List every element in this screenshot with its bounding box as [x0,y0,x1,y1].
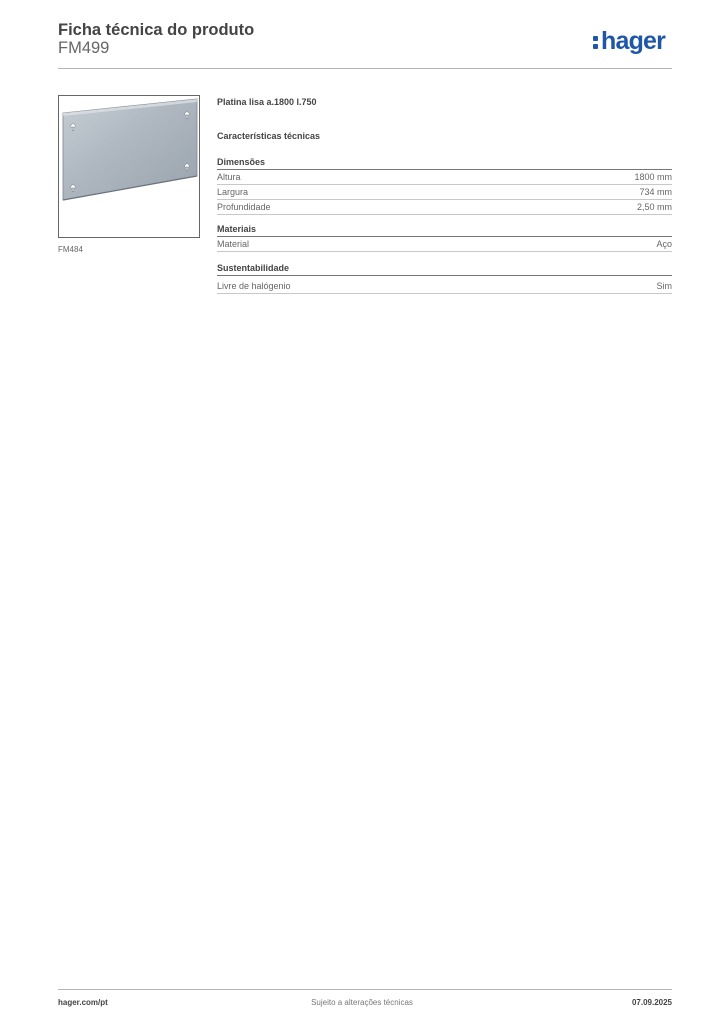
spec-label: Largura [217,187,249,197]
document-title: Ficha técnica do produto [58,21,255,39]
section-title: Sustentabilidade [217,262,672,276]
spec-label: Material [217,239,250,249]
footer-divider [58,989,672,990]
section-dimensions [217,156,672,215]
image-caption: FM484 [58,245,83,254]
spec-row-depth [217,200,672,215]
spec-value: Aço [656,239,672,249]
footer-date: 07.09.2025 [631,998,672,1007]
spec-value: 2,50 mm [636,202,672,212]
spec-value: 1800 mm [634,172,672,182]
spec-value: 734 mm [639,187,672,197]
header-divider [58,68,672,69]
logo-mark-icon [593,31,599,51]
hager-logo [593,27,665,55]
footer-website-link[interactable]: hager.com/pt [58,998,108,1007]
section-title: Materiais [217,223,672,237]
logo-wordmark: hager [601,26,666,55]
product-image-frame [58,95,200,238]
footer-notice: Sujeito a alterações técnicas [311,998,413,1007]
section-sustainability [217,262,672,294]
section-materials [217,223,672,252]
spec-row-width [217,185,672,200]
product-name: Platina lisa a.1800 l.750 [217,97,317,107]
product-code: FM499 [58,39,110,57]
spec-row-halogen-free [217,279,672,294]
spec-value: Sim [656,281,672,291]
spec-row-height [217,170,672,185]
spec-label: Altura [217,172,241,182]
spec-label: Livre de halógenio [217,281,291,291]
section-title: Dimensões [217,156,672,170]
mounting-plate-image [59,96,199,237]
spec-row-material [217,237,672,252]
spec-label: Profundidade [217,202,271,212]
technical-characteristics-heading: Características técnicas [217,131,321,141]
